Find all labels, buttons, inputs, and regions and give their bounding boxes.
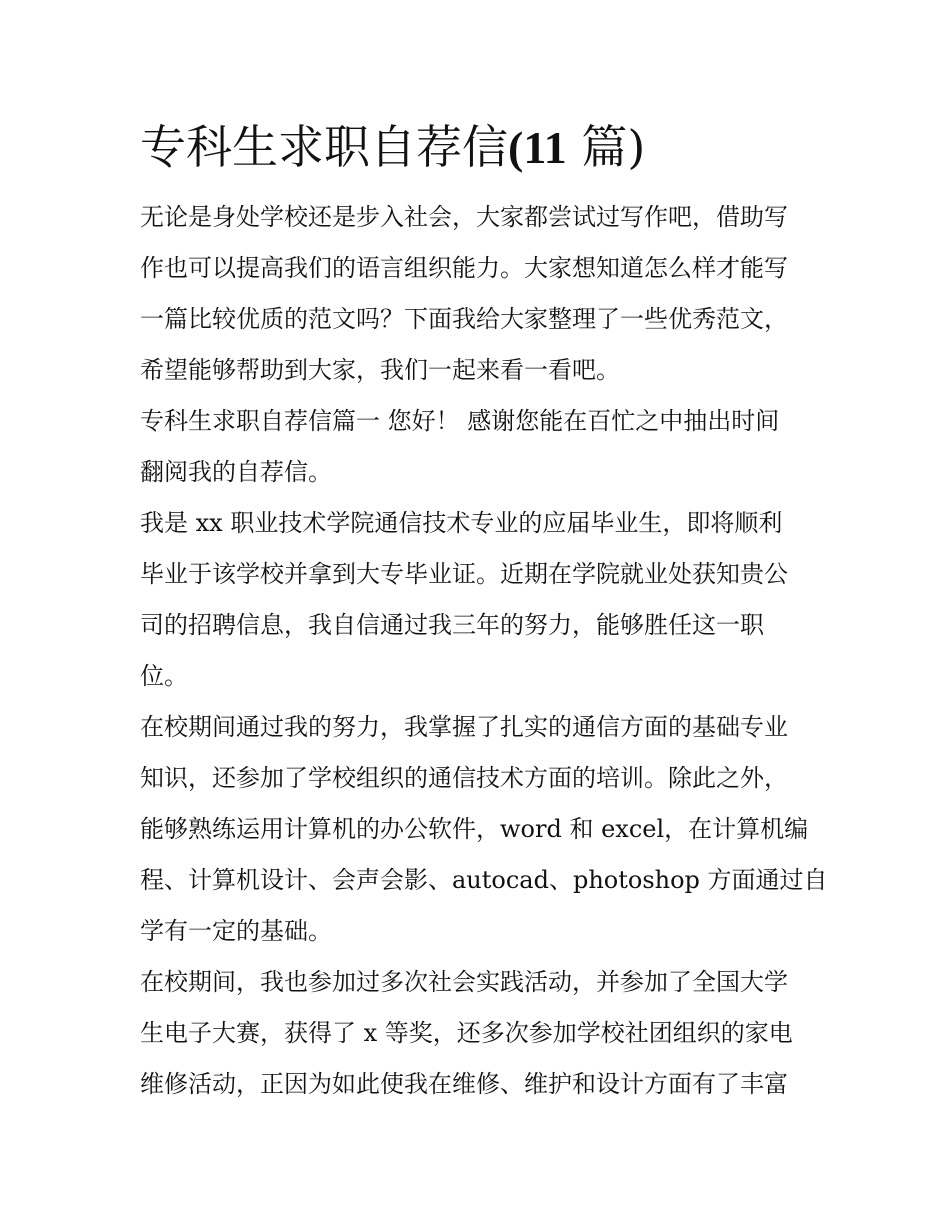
text-line: 维修活动，正因为如此使我在维修、维护和设计方面有了丰富 <box>140 1070 788 1098</box>
paragraph-skills <box>140 702 828 957</box>
text-line: 知识，还参加了学校组织的通信技术方面的培训。除此之外， <box>140 764 788 792</box>
text-line: 程、计算机设计、会声会影、autocad、photoshop 方面通过自 <box>140 866 828 894</box>
text-line: 能够熟练运用计算机的办公软件，word 和 excel，在计算机编 <box>140 815 809 843</box>
text-line: 位。 <box>140 662 188 690</box>
paragraph-intro <box>140 192 812 396</box>
text-line: 我是 xx 职业技术学院通信技术专业的应届毕业生，即将顺利 <box>140 509 783 537</box>
paragraph-greeting <box>140 396 812 498</box>
title-count: (11 <box>508 122 567 173</box>
text-line: 在校期间，我也参加过多次社会实践活动，并参加了全国大学 <box>140 968 788 996</box>
text-line: 专科生求职自荐信篇一 您好！ 感谢您能在百忙之中抽出时间 <box>140 407 780 435</box>
title-unit: 篇) <box>581 120 646 174</box>
text-line: 司的招聘信息，我自信通过我三年的努力，能够胜任这一职 <box>140 611 764 639</box>
text-line: 无论是身处学校还是步入社会，大家都尝试过写作吧，借助写 <box>140 203 788 231</box>
text-line: 学有一定的基础。 <box>140 917 332 945</box>
title-spacer <box>140 183 812 192</box>
text-line: 希望能够帮助到大家，我们一起来看一看吧。 <box>140 356 620 384</box>
document-page <box>140 112 828 1110</box>
text-line: 一篇比较优质的范文吗？下面我给大家整理了一些优秀范文， <box>140 305 788 333</box>
document-title <box>140 112 812 183</box>
paragraph-self-intro <box>140 498 812 702</box>
text-line: 作也可以提高我们的语言组织能力。大家想知道怎么样才能写 <box>140 254 788 282</box>
paragraph-activities <box>140 957 812 1110</box>
text-line: 毕业于该学校并拿到大专毕业证。近期在学院就业处获知贵公 <box>140 560 788 588</box>
text-line: 生电子大赛，获得了 x 等奖，还多次参加学校社团组织的家电 <box>140 1019 793 1047</box>
text-line: 翻阅我的自荐信。 <box>140 458 332 486</box>
text-line: 在校期间通过我的努力，我掌握了扎实的通信方面的基础专业 <box>140 713 788 741</box>
title-text: 专科生求职自荐信 <box>140 120 508 174</box>
